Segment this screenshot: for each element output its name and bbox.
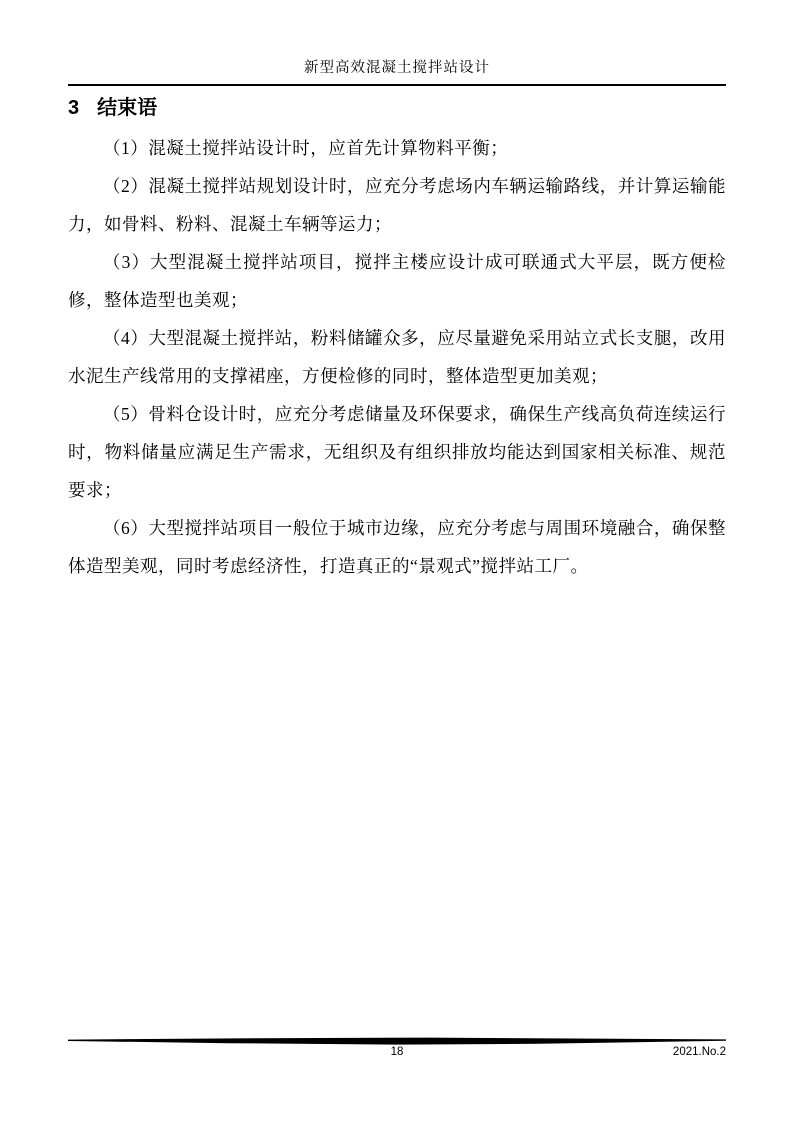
paragraph-1: （1）混凝土搅拌站设计时，应首先计算物料平衡； [103,138,509,158]
paragraph-4: （4）大型混凝土搅拌站，粉料储罐众多，应尽量避免采用站立式长支腿，改用水泥生产线常用的支撑裙座，方便检修的同时，整体造型更加美观； [68,328,726,386]
paragraph-6: （6）大型搅拌站项目一般位于城市边缘，应充分考虑与周围环境融合，确保整体造型美观，同时考虑经济性，打造真正的“景观式”搅拌站工厂。 [68,518,726,576]
section-heading [68,95,726,121]
section-number: 3 [68,97,80,119]
page-footer [68,1037,726,1061]
paragraph-2: （2）混凝土搅拌站规划设计时，应充分考虑场内车辆运输路线，并计算运输能力，如骨料、粉料、混凝土车辆等运力； [68,176,726,234]
section-title: 结束语 [97,97,158,119]
running-header: 新型高效混凝土搅拌站设计 [68,0,726,86]
paragraph-5: （5）骨料仓设计时，应充分考虑储量及环保要求，确保生产线高负荷连续运行时，物料储量应满足生产需求，无组织及有组织排放均能达到国家相关标准、规范要求； [68,404,726,500]
page-content [68,0,726,585]
footer-row [68,1045,726,1061]
footer-tapered-rule [68,1037,726,1045]
page-number: 18 [390,1046,404,1058]
issue-number: 2021.No.2 [672,1046,726,1058]
body-text [68,129,726,585]
paragraph-3: （3）大型混凝土搅拌站项目，搅拌主楼应设计成可联通式大平层，既方便检修，整体造型也美观； [68,252,726,310]
